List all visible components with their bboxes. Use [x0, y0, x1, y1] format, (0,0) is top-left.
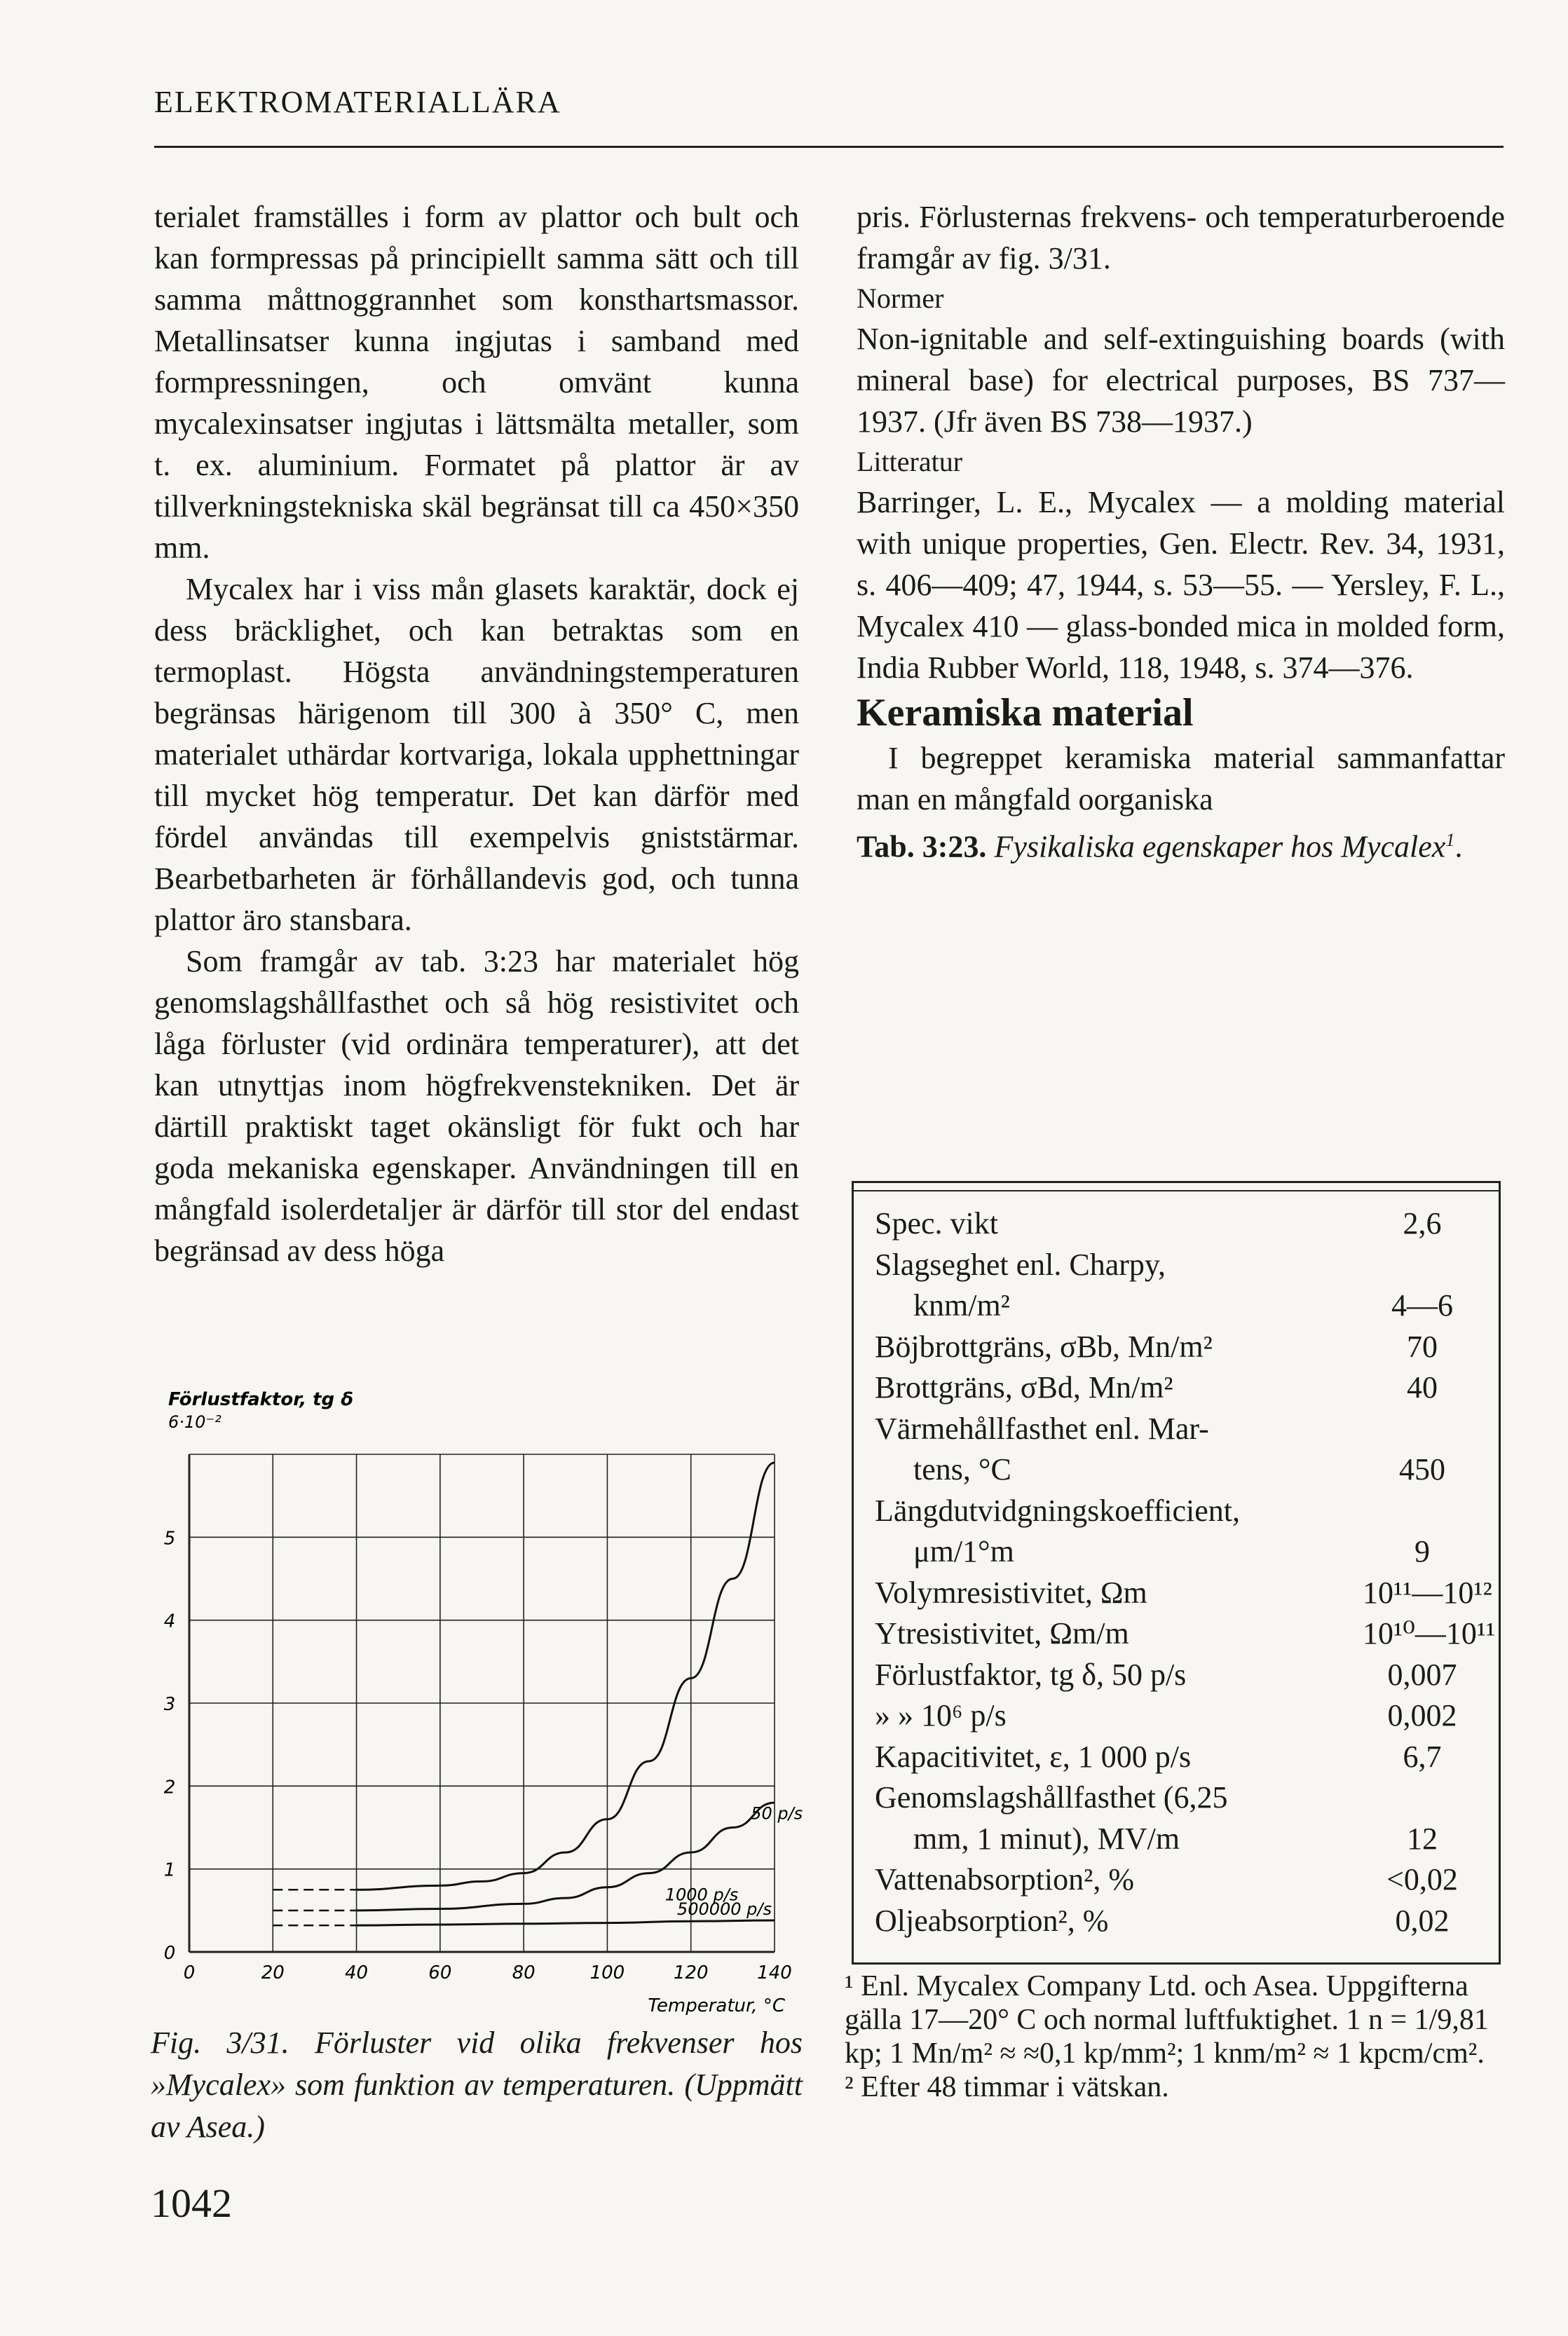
- table-caption-label: Tab. 3:23.: [857, 829, 987, 864]
- table-row-value: 0,007: [1387, 1657, 1457, 1692]
- figure-caption: Fig. 3/31. Förluster vid olika frekvenser hos »Mycalex» som funktion av temperaturen. (Uppmätt av Asea.): [151, 2026, 803, 2144]
- section-title: Keramiska material: [857, 691, 1194, 735]
- table-bottom-rule: [854, 1962, 1499, 1965]
- x-tick-label: 0: [183, 1962, 196, 1983]
- table-row-value: <0,02: [1386, 1862, 1458, 1897]
- table-row: [875, 1696, 1482, 1735]
- table-caption: Tab. 3:23. Fysikaliska egenskaper hos Mycalex$^1$.: [857, 829, 1463, 864]
- x-tick-label: 20: [261, 1962, 285, 1983]
- table-row: [875, 1327, 1482, 1367]
- table-row-label: Oljeabsorption², %: [875, 1903, 1109, 1938]
- table-row: [875, 1286, 1482, 1325]
- table-row: [875, 1573, 1492, 1613]
- footnote-2: ² Efter 48 timmar i vätskan.: [845, 2071, 1169, 2103]
- table-row: [875, 1819, 1482, 1859]
- footnotes: [845, 1969, 1500, 2104]
- body-paragraph: Som framgår av tab. 3:23 har materialet hög genomslagshållfasthet och så hög resistivitet och låga förluster (vid ordinära temperaturer), att det kan utnyttjas inom högfrekvenstekniken. Det är därtill praktiskt taget okänsligt för fukt och har goda mekaniska egenskaper. Användningen till en mångfald isolerdetaljer är därför till stor del endast begränsad av dess höga: [154, 944, 799, 1268]
- left-column: [154, 196, 799, 1271]
- body-paragraph: pris. Förlusternas frekvens- och temperaturberoende framgår av fig. 3/31.: [857, 200, 1505, 275]
- table-row-label: Slagseghet enl. Charpy,: [875, 1247, 1166, 1282]
- table-top-rule: [854, 1190, 1499, 1191]
- footnote-1: ¹ Enl. Mycalex Company Ltd. och Asea. Uppgifterna gälla 17—20° C och normal luftfuktighet. 1 n = 1/9,81 kp; 1 Mn/m² ≈ ≈0,1 kp/mm²; 1 knm/m² ≈ 1 kpcm/cm².: [845, 1970, 1489, 2070]
- table-caption-footnote-ref: 1: [1445, 829, 1455, 850]
- table-row-value: 450: [1399, 1452, 1445, 1487]
- x-tick-label: 40: [345, 1962, 369, 1983]
- table-row-value: 4—6: [1391, 1288, 1453, 1323]
- y-tick-label: 3: [163, 1694, 176, 1715]
- table-row-label: Volymresistivitet, Ωm: [875, 1575, 1147, 1610]
- table-row-label: » » 10⁶ p/s: [875, 1698, 1007, 1733]
- table-row-label: Ytresistivitet, Ωm/m: [875, 1616, 1129, 1651]
- table-row-label: Värmehållfasthet enl. Mar-: [875, 1411, 1209, 1446]
- x-tick-label: 140: [757, 1962, 792, 1983]
- table-row: [875, 1368, 1482, 1407]
- series-line: [357, 1463, 775, 1890]
- table-row-label: Genomslagshållfasthet (6,25: [875, 1780, 1228, 1815]
- table-row: [875, 1778, 1482, 1817]
- table-row-label: mm, 1 minut), MV/m: [913, 1821, 1180, 1856]
- table-row: [875, 1532, 1482, 1571]
- table-row-value: 40: [1407, 1370, 1438, 1405]
- x-tick-label: 100: [589, 1962, 625, 1983]
- section-paragraph: I begreppet keramiska material sammanfattar man en mångfald oorganiska: [857, 741, 1505, 817]
- table-row-label: Spec. vikt: [875, 1206, 998, 1241]
- table-row: [875, 1614, 1496, 1653]
- table-row-value: 0,02: [1395, 1903, 1450, 1938]
- properties-table: [852, 1181, 1501, 1965]
- normer-text: Non-ignitable and self-extinguishing boards (with mineral base) for electrical purposes, BS 737—1937. (Jfr även BS 738—1937.): [857, 322, 1505, 439]
- table-row: [875, 1245, 1482, 1285]
- table-row-value: 12: [1407, 1821, 1438, 1856]
- chart-svg: [140, 1384, 813, 2015]
- page-number: 1042: [151, 2180, 232, 2226]
- table-caption-title: Fysikaliska egenskaper hos Mycalex: [994, 829, 1446, 864]
- table-row-label: Kapacitivitet, ε, 1 000 p/s: [875, 1739, 1192, 1774]
- table-row-label: Förlustfaktor, tg δ, 50 p/s: [875, 1657, 1187, 1692]
- table-row-value: 10¹¹—10¹²: [1363, 1575, 1492, 1610]
- y-tick-label: 2: [163, 1777, 176, 1798]
- y-tick-label: 4: [163, 1611, 176, 1632]
- x-tick-label: 60: [428, 1962, 452, 1983]
- running-title: ELEKTROMATERIALLÄRA: [154, 85, 561, 119]
- table-row-label: Längdutvidgningskoefficient,: [875, 1493, 1240, 1528]
- y-axis-unit: 6·10⁻²: [168, 1412, 221, 1432]
- y-tick-label: 0: [163, 1943, 176, 1964]
- series-line: [357, 1920, 775, 1925]
- table-row-value: 9: [1414, 1534, 1430, 1569]
- table-row-value: 70: [1407, 1329, 1438, 1364]
- body-paragraph: Mycalex har i viss mån glasets karaktär, dock ej dess bräcklighet, och kan betraktas som en termoplast. Högsta användningstemperaturen begränsas härigenom till 300 à 350° C, men materialet uthärdar kortvariga, lokala upphettningar till mycket hög temperatur. Det kan därför med fördel användas till exempelvis gniststärmar. Bearbetbarheten är förhållandevis god, och tunna plattor äro stansbara.: [154, 572, 799, 937]
- table-row: [875, 1491, 1482, 1531]
- series-label: 1000 p/s: [664, 1885, 739, 1905]
- header-rule: [154, 146, 1504, 148]
- normer-heading: Normer: [857, 282, 944, 314]
- table-row: [875, 1450, 1482, 1489]
- table-row-label: μm/1°m: [913, 1534, 1014, 1569]
- y-axis-label: Förlustfaktor, tg δ: [168, 1389, 354, 1410]
- right-column: [857, 196, 1505, 867]
- series-label: 500000 p/s: [676, 1899, 772, 1919]
- table-row: [875, 1860, 1482, 1899]
- table-row-value: 0,002: [1387, 1698, 1457, 1733]
- table-row-label: Vattenabsorption², %: [875, 1862, 1135, 1897]
- y-tick-label: 1: [163, 1859, 176, 1881]
- y-tick-label: 5: [163, 1528, 176, 1550]
- litteratur-heading: Litteratur: [857, 446, 963, 477]
- table-row: [875, 1655, 1482, 1695]
- table-row-value: 10¹⁰—10¹¹: [1363, 1616, 1496, 1651]
- table-row-value: 6,7: [1403, 1739, 1442, 1774]
- table-row-label: Brottgräns, σBd, Mn/m²: [875, 1370, 1173, 1405]
- table-row-label: Böjbrottgräns, σBb, Mn/m²: [875, 1329, 1213, 1364]
- litteratur-text: Barringer, L. E., Mycalex — a molding material with unique properties, Gen. Electr. Rev. 34, 1931, s. 406—409; 47, 1944, s. 53—55. — Yersley, F. L., Mycalex 410 — glass-bonded mica in molded form, India Rubber World, 118, 1948, s. 374—376.: [857, 485, 1505, 685]
- table-row: [875, 1204, 1482, 1243]
- body-paragraph: terialet framställes i form av plattor och bult och kan formpressas på principiellt samma sätt och till samma måttnoggrannhet som konsthartsmassor. Metallinsatser kunna ingjutas i samband med formpressningen, och omvänt kunna mycalexinsatser ingjutas i lättsmälta metaller, som t. ex. aluminium. Formatet på plattor är av tillverkningstekniska skäl begränsat till ca 450×350 mm.: [154, 200, 799, 565]
- loss-factor-chart: [140, 1384, 813, 2015]
- table-row: [875, 1901, 1482, 1941]
- table-row-value: 2,6: [1403, 1206, 1442, 1241]
- x-tick-label: 80: [512, 1962, 536, 1983]
- x-axis-label: Temperatur, °C: [648, 1995, 785, 2015]
- table-row-label: knm/m²: [913, 1288, 1010, 1323]
- table-row-label: tens, °C: [913, 1452, 1011, 1487]
- x-tick-label: 120: [673, 1962, 709, 1983]
- table-row: [875, 1737, 1482, 1777]
- series-label: 50 p/s: [751, 1803, 803, 1824]
- table-row: [875, 1409, 1482, 1449]
